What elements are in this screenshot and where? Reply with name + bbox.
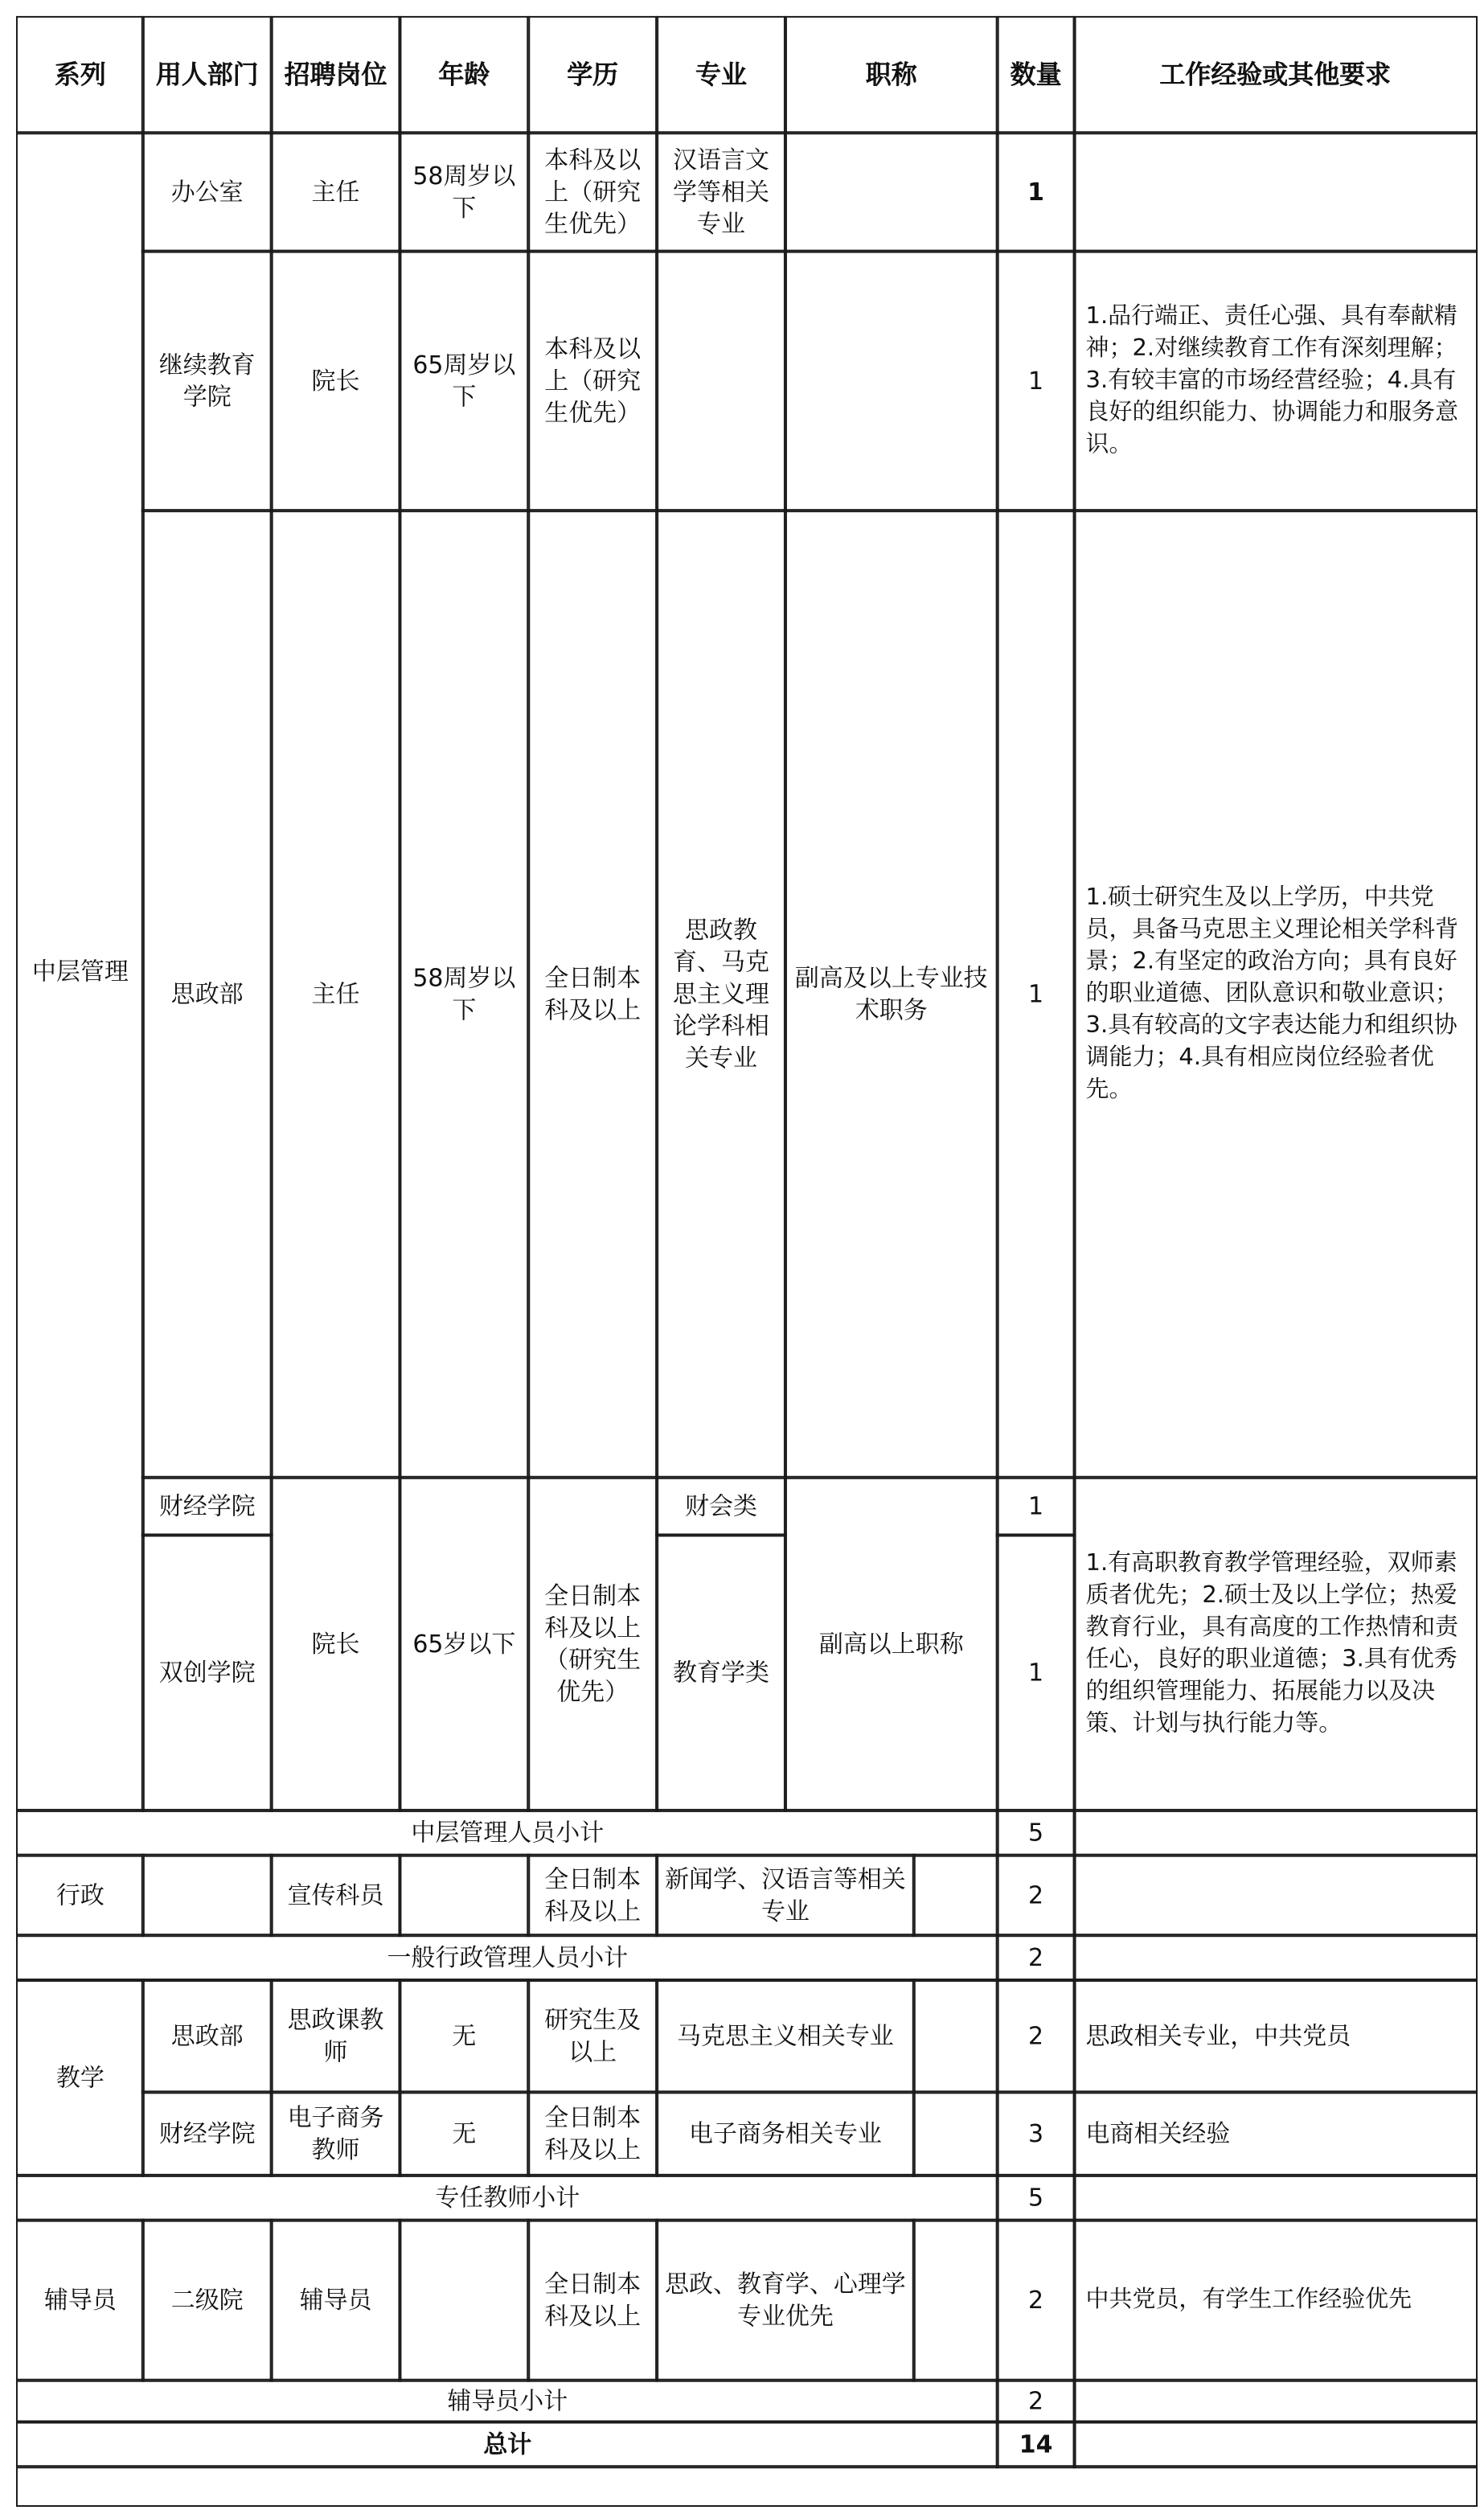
series-teaching: 教学 bbox=[16, 1979, 145, 2177]
age-admin bbox=[398, 1854, 530, 1938]
requirements-teaching-2: 电商相关经验 bbox=[1073, 2090, 1478, 2177]
education-office: 本科及以上（研究生优先） bbox=[527, 131, 658, 252]
total-label: 总计 bbox=[16, 2421, 999, 2469]
dept-office: 办公室 bbox=[141, 131, 273, 252]
header-education: 学历 bbox=[527, 16, 658, 134]
age-counselor bbox=[398, 2219, 530, 2382]
header-count: 数量 bbox=[996, 16, 1076, 134]
major-ideology: 思政教育、马克思主义理论学科相关专业 bbox=[655, 509, 787, 1479]
count-ideology: 1 bbox=[996, 509, 1076, 1479]
education-dean-shared: 全日制本科及以上（研究生优先） bbox=[527, 1476, 658, 1812]
dept-finance-college: 财经学院 bbox=[141, 1476, 273, 1537]
title-teaching-1 bbox=[912, 1979, 999, 2094]
major-continuing-education bbox=[655, 250, 787, 513]
position-counselor: 辅导员 bbox=[270, 2219, 402, 2382]
position-dean-shared: 院长 bbox=[270, 1476, 402, 1812]
series-middle-management: 中层管理 bbox=[16, 131, 145, 1812]
dept-innovation-college: 双创学院 bbox=[141, 1533, 273, 1811]
total-count: 14 bbox=[996, 2421, 1076, 2469]
subtotal-middle-label: 中层管理人员小计 bbox=[16, 1809, 999, 1857]
age-teaching-1: 无 bbox=[398, 1979, 530, 2094]
count-continuing-education: 1 bbox=[996, 250, 1076, 513]
subtotal-admin-note bbox=[1073, 1934, 1478, 1982]
major-office: 汉语言文学等相关专业 bbox=[655, 131, 787, 252]
header-dept: 用人部门 bbox=[141, 16, 273, 134]
education-admin: 全日制本科及以上 bbox=[527, 1854, 658, 1938]
position-office: 主任 bbox=[270, 131, 402, 252]
subtotal-counselor-label: 辅导员小计 bbox=[16, 2379, 999, 2424]
age-dean-shared: 65岁以下 bbox=[398, 1476, 530, 1812]
dept-teaching-1: 思政部 bbox=[141, 1979, 273, 2094]
requirements-dean-shared: 1.有高职教育教学管理经验，双师素质者优先；2.硕士及以上学位；热爱教育行业，具有高度的工作热情和责任心，良好的职业道德；3.具有优秀的组织管理能力、拓展能力以及决策、计划与执行能力等。 bbox=[1073, 1476, 1478, 1812]
education-teaching-1: 研究生及以上 bbox=[527, 1979, 658, 2094]
requirements-teaching-1: 思政相关专业，中共党员 bbox=[1073, 1979, 1478, 2094]
dept-admin bbox=[141, 1854, 273, 1938]
major-teaching-2: 电子商务相关专业 bbox=[655, 2090, 916, 2177]
subtotal-admin-count: 2 bbox=[996, 1934, 1076, 1982]
header-series: 系列 bbox=[16, 16, 145, 134]
position-ideology: 主任 bbox=[270, 509, 402, 1479]
title-dean-shared: 副高以上职称 bbox=[784, 1476, 999, 1812]
series-admin: 行政 bbox=[16, 1854, 145, 1938]
count-innovation-college: 1 bbox=[996, 1533, 1076, 1811]
age-teaching-2: 无 bbox=[398, 2090, 530, 2177]
requirements-admin bbox=[1073, 1854, 1478, 1938]
header-requirements: 工作经验或其他要求 bbox=[1073, 16, 1478, 134]
series-counselor: 辅导员 bbox=[16, 2219, 145, 2382]
requirements-counselor: 中共党员，有学生工作经验优先 bbox=[1073, 2219, 1478, 2382]
subtotal-middle-note bbox=[1073, 1809, 1478, 1857]
subtotal-teaching-label: 专任教师小计 bbox=[16, 2174, 999, 2222]
title-ideology: 副高及以上专业技术职务 bbox=[784, 509, 999, 1479]
education-teaching-2: 全日制本科及以上 bbox=[527, 2090, 658, 2177]
subtotal-counselor-count: 2 bbox=[996, 2379, 1076, 2424]
requirements-continuing-education: 1.品行端正、责任心强、具有奉献精神；2.对继续教育工作有深刻理解；3.有较丰富的市场经营经验；4.具有良好的组织能力、协调能力和服务意识。 bbox=[1073, 250, 1478, 513]
position-teaching-2: 电子商务教师 bbox=[270, 2090, 402, 2177]
requirements-ideology: 1.硕士研究生及以上学历，中共党员，具备马克思主义理论相关学科背景；2.有坚定的政治方向；具有良好的职业道德、团队意识和敬业意识；3.具有较高的文字表达能力和组织协调能力；4.具有相应岗位经验者优先。 bbox=[1073, 509, 1478, 1479]
dept-counselor: 二级院 bbox=[141, 2219, 273, 2382]
major-counselor: 思政、教育学、心理学专业优先 bbox=[655, 2219, 916, 2382]
title-counselor bbox=[912, 2219, 999, 2382]
header-title: 职称 bbox=[784, 16, 999, 134]
position-continuing-education: 院长 bbox=[270, 250, 402, 513]
subtotal-admin-label: 一般行政管理人员小计 bbox=[16, 1934, 999, 1982]
total-note bbox=[1073, 2421, 1478, 2469]
education-continuing-education: 本科及以上（研究生优先） bbox=[527, 250, 658, 513]
count-teaching-1: 2 bbox=[996, 1979, 1076, 2094]
subtotal-teaching-count: 5 bbox=[996, 2174, 1076, 2222]
trailing-empty-row bbox=[16, 2465, 1478, 2507]
requirements-office bbox=[1073, 131, 1478, 252]
count-admin: 2 bbox=[996, 1854, 1076, 1938]
count-teaching-2: 3 bbox=[996, 2090, 1076, 2177]
header-major: 专业 bbox=[655, 16, 787, 134]
header-age: 年龄 bbox=[398, 16, 530, 134]
subtotal-middle-count: 5 bbox=[996, 1809, 1076, 1857]
age-continuing-education: 65周岁以下 bbox=[398, 250, 530, 513]
dept-continuing-education: 继续教育学院 bbox=[141, 250, 273, 513]
age-ideology: 58周岁以下 bbox=[398, 509, 530, 1479]
title-office bbox=[784, 131, 999, 252]
major-teaching-1: 马克思主义相关专业 bbox=[655, 1979, 916, 2094]
education-counselor: 全日制本科及以上 bbox=[527, 2219, 658, 2382]
count-counselor: 2 bbox=[996, 2219, 1076, 2382]
count-finance-college: 1 bbox=[996, 1476, 1076, 1537]
education-ideology: 全日制本科及以上 bbox=[527, 509, 658, 1479]
position-teaching-1: 思政课教师 bbox=[270, 1979, 402, 2094]
major-admin: 新闻学、汉语言等相关专业 bbox=[655, 1854, 916, 1938]
age-office: 58周岁以下 bbox=[398, 131, 530, 252]
major-innovation-college: 教育学类 bbox=[655, 1533, 787, 1811]
dept-ideology: 思政部 bbox=[141, 509, 273, 1479]
title-teaching-2 bbox=[912, 2090, 999, 2177]
count-office: 1 bbox=[996, 131, 1076, 252]
major-finance-college: 财会类 bbox=[655, 1476, 787, 1537]
subtotal-teaching-note bbox=[1073, 2174, 1478, 2222]
title-admin bbox=[912, 1854, 999, 1938]
subtotal-counselor-note bbox=[1073, 2379, 1478, 2424]
header-position: 招聘岗位 bbox=[270, 16, 402, 134]
dept-teaching-2: 财经学院 bbox=[141, 2090, 273, 2177]
title-continuing-education bbox=[784, 250, 999, 513]
position-admin: 宣传科员 bbox=[270, 1854, 402, 1938]
